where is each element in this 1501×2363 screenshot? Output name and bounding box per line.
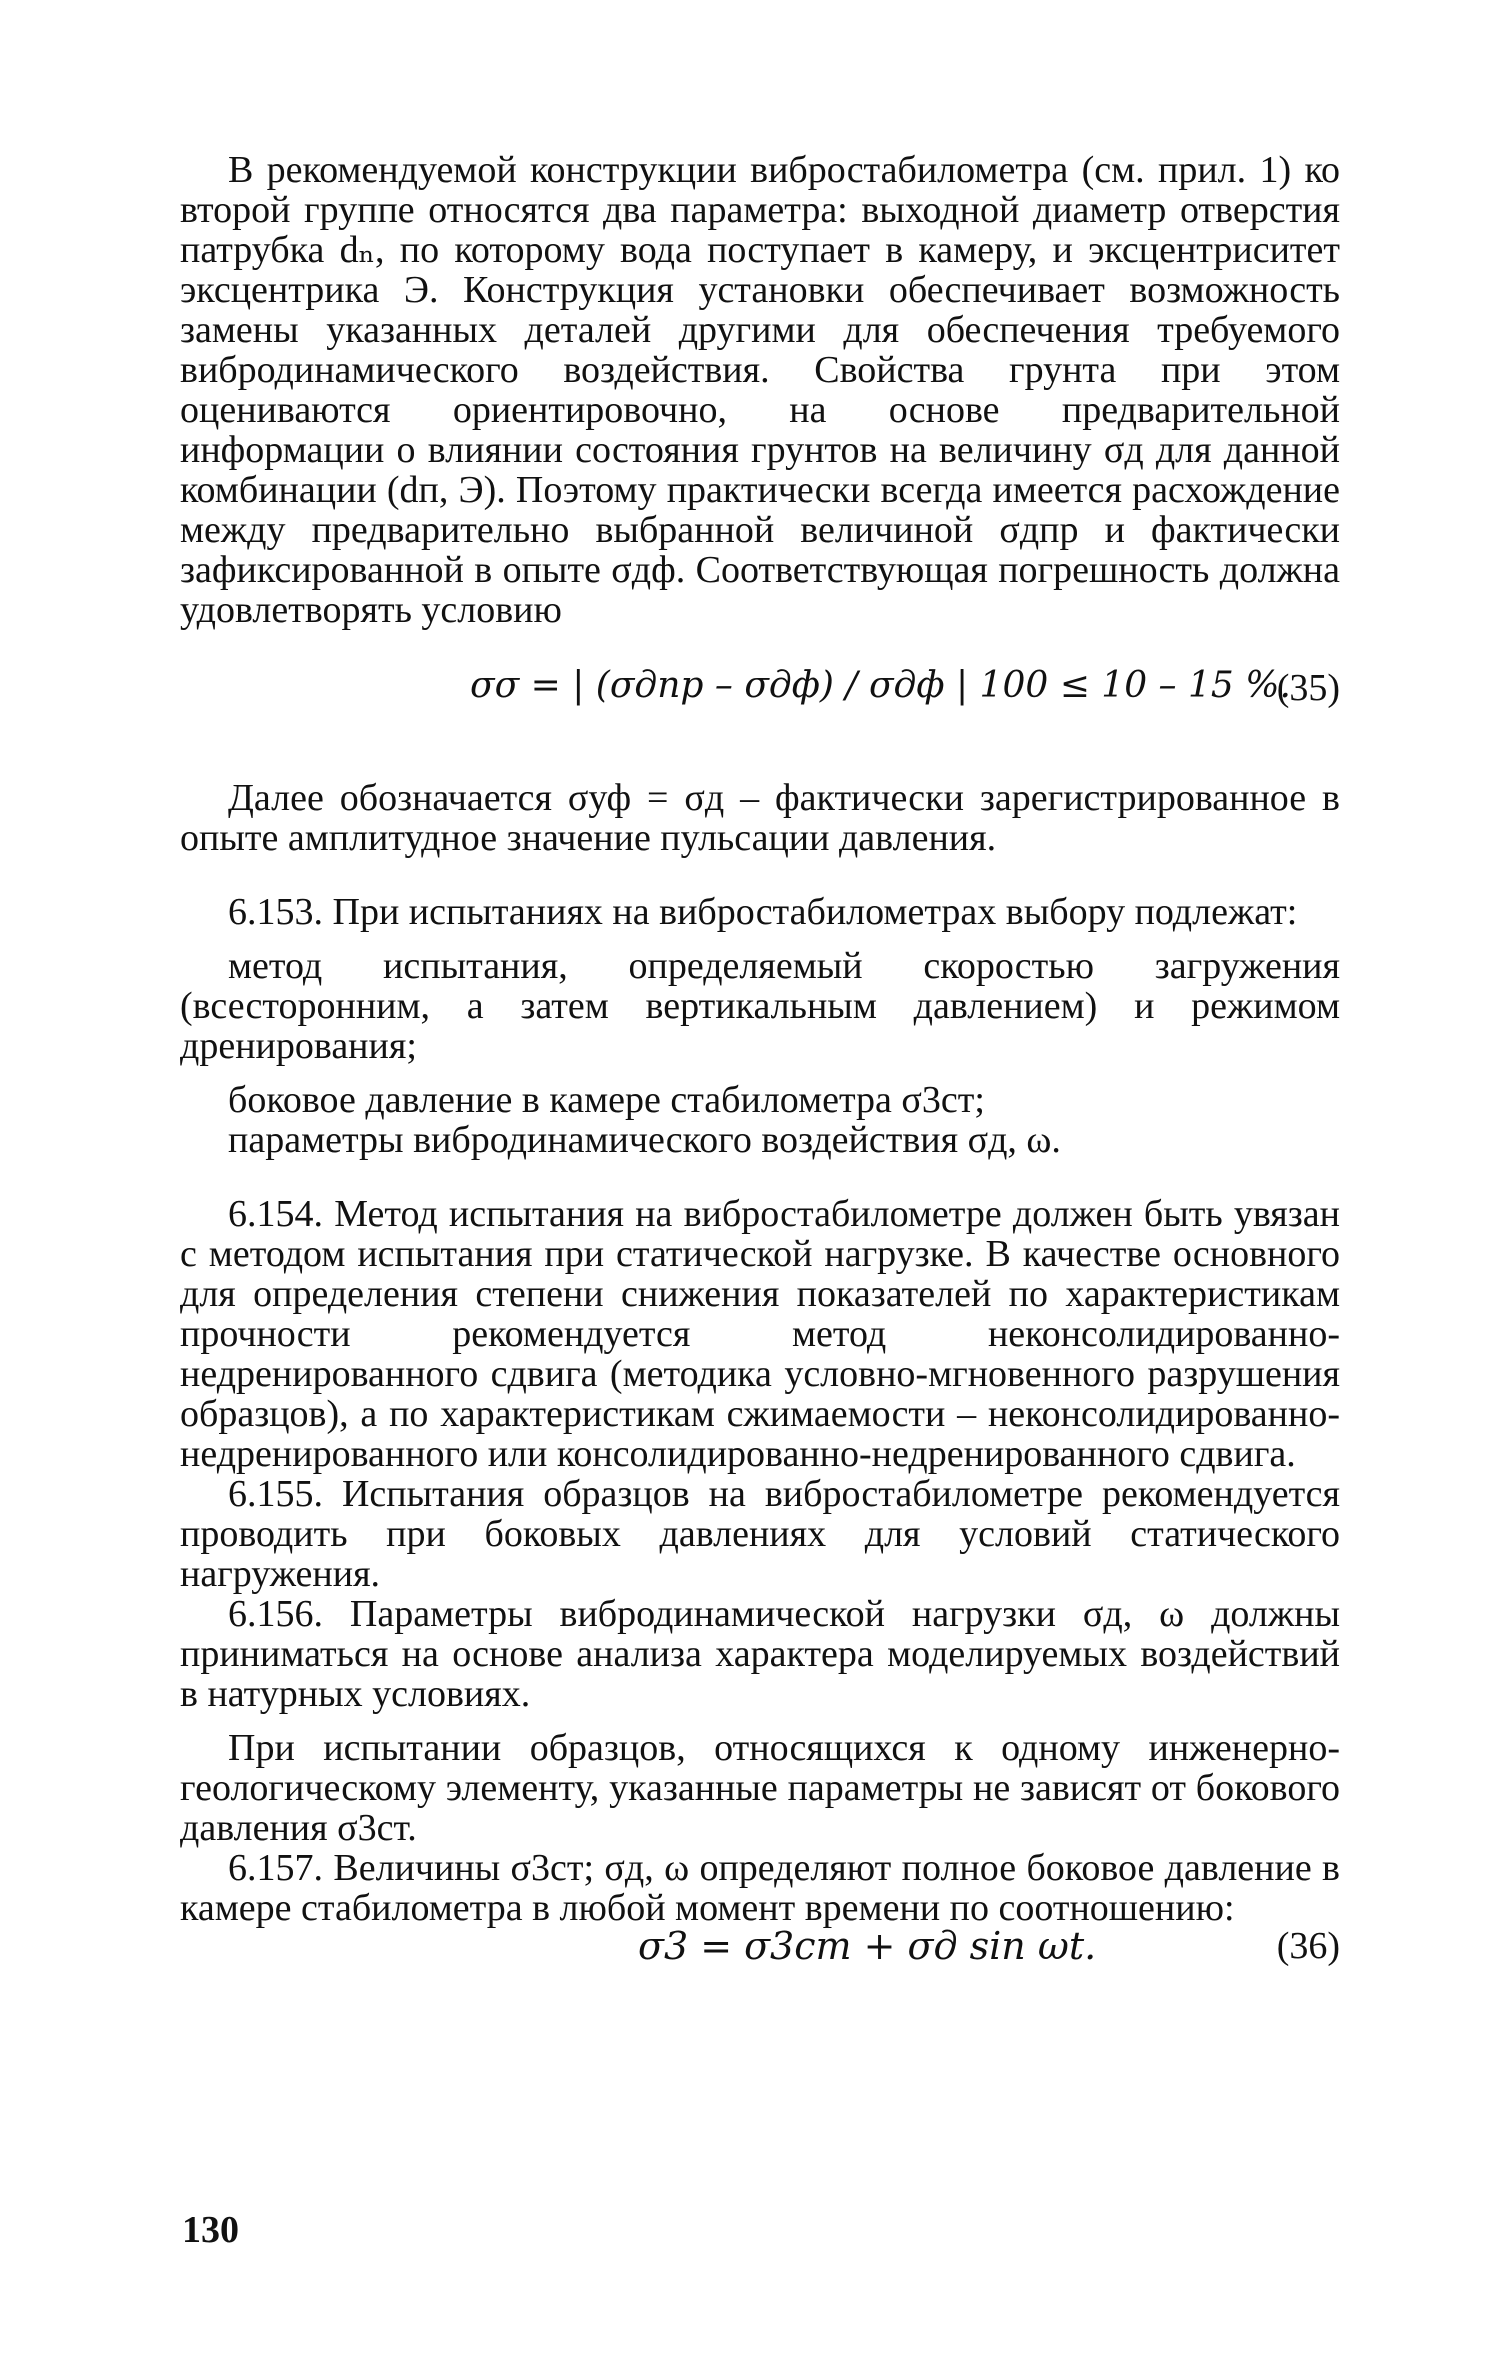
paragraph-specimens: При испытании образцов, относящихся к одному инженерно-геологическому элементу, указанные параметры не зависят от бокового давления σ3ст. [180, 1727, 1340, 1849]
equation-35: σσ = | (σдпр – σдф) / σдф | 100 ≤ 10 – 15 %. [470, 665, 1291, 706]
paragraph-intro: В рекомендуемой конструкции вибростабилометра (см. прил. 1) ко второй группе относятся два параметра: выходной диаметр отверстия патрубка dₙ, по которому вода поступает в камеру, и эксцентриситет эксцентрика Э. Конструкция установки обеспечивает возможность замены указанных деталей другими для обеспечения требуемого вибродинамического воздействия. Свойства грунта при этом оцениваются ориентировочно, на основе предварительной информации о влиянии состояния грунтов на величину σд для данной комбинации (dп, Э). Поэтому практически всегда имеется расхождение между предварительно выбранной величиной σдпр и фактически зафиксированной в опыте σдф. Соответствующая погрешность должна удовлетворять условию [180, 149, 1340, 631]
equation-36: σ3 = σ3ст + σд sin ωt. [638, 1924, 1097, 1968]
paragraph-6-155: 6.155. Испытания образцов на вибростабилометре рекомендуется проводить при боковых давлениях для условий статического нагружения. [180, 1473, 1340, 1595]
paragraph-6-154: 6.154. Метод испытания на вибростабилометре должен быть увязан с методом испытания при статической нагрузке. В качестве основного для определения степени снижения показателей по характеристикам прочности рекомендуется метод неконсолидированно-недренированного сдвига (методика условно-мгновенного разрушения образцов), а по характеристикам сжимаемости – неконсолидированно-недренированного или консолидированно-недренированного сдвига. [180, 1193, 1340, 1475]
selection-list [180, 946, 1340, 1160]
paragraph-6-157: 6.157. Величины σ3ст; σд, ω определяют полное боковое давление в камере стабилометра в любой момент времени по соотношению: [180, 1847, 1340, 1929]
list-item: параметры вибродинамического воздействия σд, ω. [228, 1119, 1061, 1161]
page-number: 130 [182, 2209, 239, 2251]
paragraph-6-156: 6.156. Параметры вибродинамической нагрузки σд, ω должны приниматься на основе анализа характера моделируемых воздействий в натурных условиях. [180, 1593, 1340, 1715]
equation-35-row [180, 654, 1340, 754]
equation-36-row [180, 1924, 1340, 1972]
equation-36-number: (36) [1276, 1925, 1340, 1967]
list-item: метод испытания, определяемый скоростью загружения (всесторонним, а затем вертикальным давлением) и режимом дренирования; [180, 945, 1340, 1067]
list-item: боковое давление в камере стабилометра σ3ст; [228, 1079, 985, 1121]
paragraph-further: Далее обозначается σуф = σд – фактически зарегистрированное в опыте амплитудное значение пульсации давления. [180, 777, 1340, 859]
document-page [180, 150, 1340, 1972]
equation-35-number: (35) [1276, 667, 1340, 709]
paragraph-6-153: 6.153. При испытаниях на вибростабилометрах выбору подлежат: [228, 891, 1298, 933]
